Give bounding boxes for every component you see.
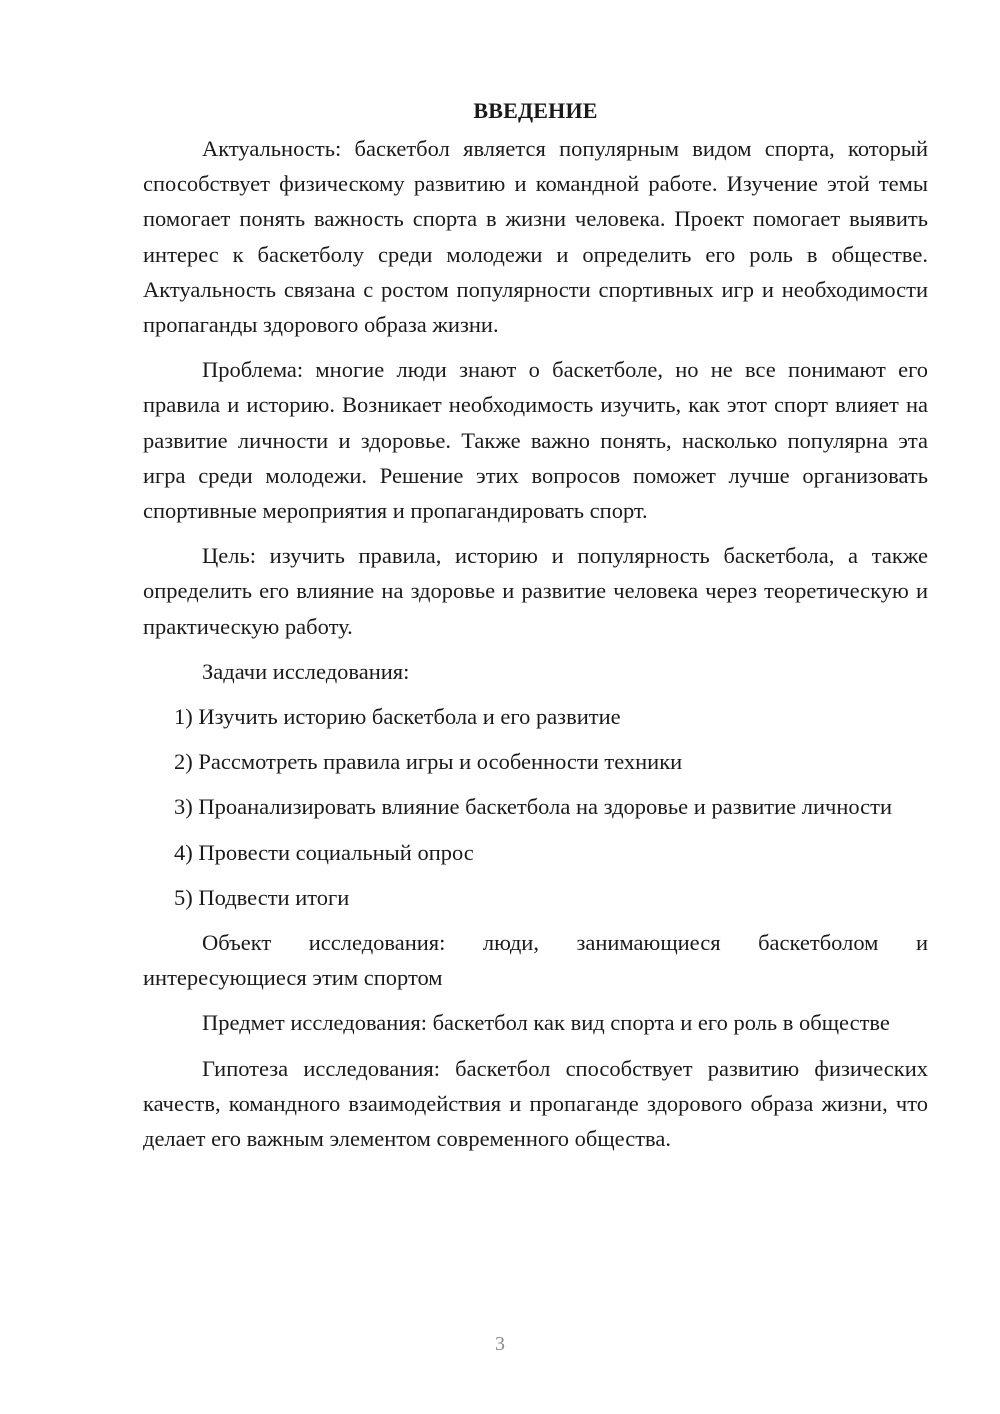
task-item: 2) Рассмотреть правила игры и особенности техники bbox=[174, 749, 683, 775]
relevance-paragraph: Актуальность: баскетбол является популярным видом спорта, который способствует физическому развитию и командной работе. Изучение этой темы помогает понять важность спорта в жизни человека. Проект помогает выявить интерес к баскетболу среди молодежи и определить его роль в обществе. Актуальность связана с ростом популярности спортивных игр и необходимости пропаганды здорового образа жизни. bbox=[143, 136, 928, 338]
problem-paragraph: Проблема: многие люди знают о баскетболе, но не все понимают его правила и историю. Возникает необходимость изучить, как этот спорт влияет на развитие личности и здоровье. Также важно понять, насколько популярна эта игра среди молодежи. Решение этих вопросов поможет лучше организовать спортивные мероприятия и пропагандировать спорт. bbox=[143, 357, 928, 524]
subject-paragraph: Предмет исследования: баскетбол как вид спорта и его роль в обществе bbox=[202, 1010, 890, 1036]
task-item: 3) Проанализировать влияние баскетбола на здоровье и развитие личности bbox=[174, 794, 893, 820]
page-title: ВВЕДЕНИЕ bbox=[473, 98, 598, 123]
task-item: 5) Подвести итоги bbox=[174, 884, 350, 910]
tasks-title: Задачи исследования: bbox=[202, 658, 410, 684]
object-paragraph: Объект исследования: люди, занимающиеся баскетболом и интересующиеся этим спортом bbox=[143, 930, 928, 991]
document-page bbox=[143, 92, 928, 1156]
hypothesis-paragraph: Гипотеза исследования: баскетбол способствует развитию физических качеств, командного взаимодействия и пропаганде здорового образа жизни, что делает его важным элементом современного общества. bbox=[143, 1055, 928, 1152]
task-item: 1) Изучить историю баскетбола и его развитие bbox=[174, 704, 621, 730]
page-number: 3 bbox=[495, 1333, 505, 1355]
goal-paragraph: Цель: изучить правила, историю и популярность баскетбола, а также определить его влияние на здоровье и развитие человека через теоретическую и практическую работу. bbox=[143, 543, 928, 639]
task-item: 4) Провести социальный опрос bbox=[174, 839, 474, 865]
